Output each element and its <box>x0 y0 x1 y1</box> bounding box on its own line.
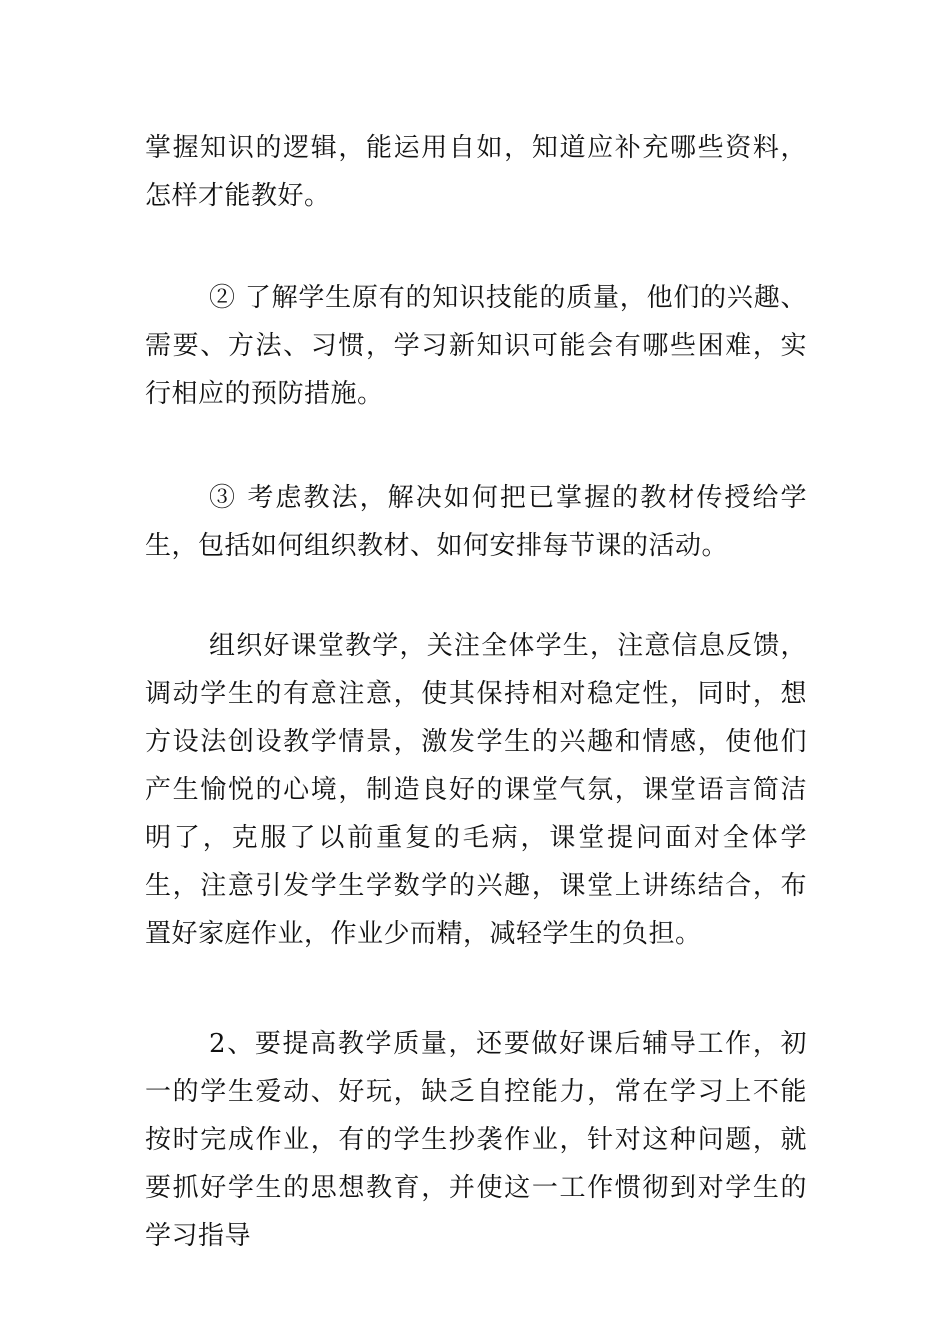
paragraph-classroom-teaching: 组织好课堂教学，关注全体学生，注意信息反馈，调动学生的有意注意，使其保持相对稳定性，同时，想方设法创设教学情景，激发学生的兴趣和情感，使他们产生愉悦的心境，制造良好的课堂气氛，课堂语言简洁明了，克服了以前重复的毛病，课堂提问面对全体学生，注意引发学生学数学的兴趣，课堂上讲练结合，布置好家庭作业，作业少而精，减轻学生的负担。 <box>145 631 807 949</box>
paragraph-continuation: 掌握知识的逻辑，能运用自如，知道应补充哪些资料，怎样才能教好。 <box>145 133 807 211</box>
paragraph-section-2: 2、要提高教学质量，还要做好课后辅导工作，初一的学生爱动、好玩，缺乏自控能力，常在学习上不能按时完成作业，有的学生抄袭作业，针对这种问题，就要抓好学生的思想教育，并使这一工作惯彻到对学生的学习指导 <box>145 1029 807 1251</box>
paragraph-item-3: ③ 考虑教法，解决如何把已掌握的教材传授给学生，包括如何组织教材、如何安排每节课的活动。 <box>145 483 807 561</box>
paragraph-item-2: ② 了解学生原有的知识技能的质量，他们的兴趣、需要、方法、习惯，学习新知识可能会有哪些困难，实行相应的预防措施。 <box>145 283 807 409</box>
